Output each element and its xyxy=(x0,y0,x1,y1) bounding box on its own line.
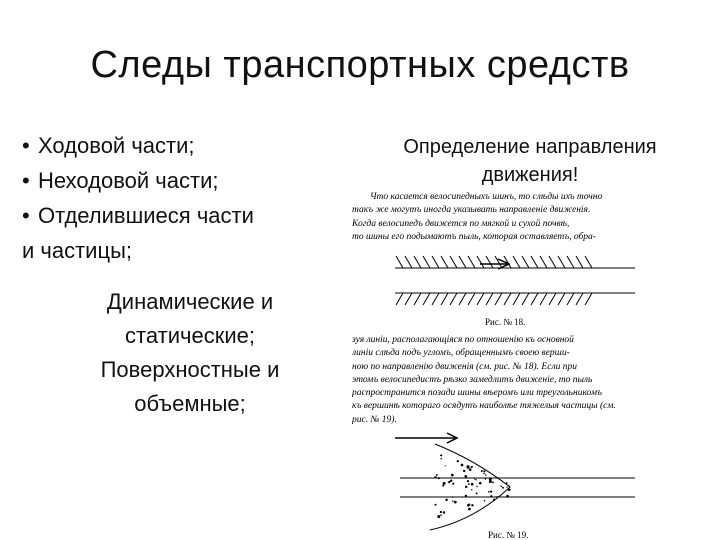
dust-particle xyxy=(509,490,510,491)
dust-particles xyxy=(434,454,510,518)
scan-paragraph-2 xyxy=(352,334,652,427)
hatch-mark xyxy=(567,293,574,305)
dust-particle xyxy=(502,487,504,489)
dust-particle xyxy=(506,495,509,498)
dust-particle xyxy=(443,482,446,485)
dust-particle xyxy=(440,514,442,516)
centered-line: Поверхностные и xyxy=(100,357,280,382)
dust-particle xyxy=(489,480,492,483)
bullet-dot-icon: • xyxy=(22,133,30,158)
hatch-mark xyxy=(432,256,439,268)
figure-18-caption: Рис. № 18. xyxy=(485,317,526,327)
hatch-mark xyxy=(585,256,592,268)
bullet-text: Ходовой части; xyxy=(38,133,195,158)
dust-particle xyxy=(468,483,470,485)
hatch-mark xyxy=(459,293,466,305)
hatch-mark xyxy=(405,293,412,305)
dust-particle xyxy=(490,491,492,493)
hatch-mark xyxy=(450,293,457,305)
centered-line: статические; xyxy=(125,323,255,348)
scan-paragraph-1 xyxy=(352,191,652,244)
scan-line: Когда велосипедъ движется по мягкой и сухой почвѣ, xyxy=(352,218,570,229)
scan-line: такъ же могутъ иногда указывать направленіе движенія. xyxy=(352,205,591,216)
hatch-mark xyxy=(576,293,583,305)
hatch-mark xyxy=(486,256,493,268)
hatch-mark xyxy=(540,256,547,268)
hatch-mark xyxy=(558,256,565,268)
hatch-mark xyxy=(450,256,457,268)
dust-particle xyxy=(465,475,468,478)
dust-particle xyxy=(506,487,507,488)
bullet-item xyxy=(22,128,342,163)
scan-line: то шины его подымаютъ пыль, которая оставляетъ, обра- xyxy=(352,231,596,242)
bullet-dot-icon: • xyxy=(22,168,30,193)
dust-particle xyxy=(440,511,442,513)
hatch-mark xyxy=(414,256,421,268)
dust-particle xyxy=(481,470,483,472)
dust-particle xyxy=(483,470,485,472)
scan-line: Что касается велосипедныхъ шинъ, то слѣды ихъ точно xyxy=(370,192,603,202)
dust-particle xyxy=(457,460,459,462)
hatch-mark xyxy=(468,293,475,305)
dust-particle xyxy=(474,478,475,479)
hatch-mark xyxy=(558,293,565,305)
hatch-mark xyxy=(495,293,502,305)
bullet-dot-icon: • xyxy=(22,203,30,228)
dust-particle xyxy=(465,486,467,488)
dust-particle xyxy=(508,485,510,487)
dust-particle xyxy=(435,504,437,506)
dust-particle xyxy=(452,496,453,497)
dust-particle xyxy=(461,464,464,467)
dust-particle xyxy=(442,485,444,487)
hatch-mark xyxy=(477,293,484,305)
hatch-mark xyxy=(522,293,529,305)
dust-particle xyxy=(492,481,494,483)
hatch-mark xyxy=(513,293,520,305)
figure-19-caption: Рис. № 19. xyxy=(488,530,529,540)
dust-particle xyxy=(490,495,492,497)
scan-line: распространится позади шины вѣеромъ или треугольникомъ xyxy=(352,388,602,399)
hatch-mark xyxy=(468,256,475,268)
dust-particle xyxy=(450,479,452,481)
hatch-mark xyxy=(459,256,466,268)
dust-particle xyxy=(445,465,446,466)
dust-particle xyxy=(465,495,467,497)
dust-particle xyxy=(463,470,465,472)
dust-particle xyxy=(485,474,487,476)
bullet-text: Отделившиеся части xyxy=(38,203,254,228)
bullet-item xyxy=(22,198,342,233)
hatch-mark xyxy=(531,256,538,268)
dust-particle xyxy=(440,454,442,456)
dust-particle xyxy=(443,511,445,513)
dust-particle xyxy=(471,489,472,490)
dust-particle xyxy=(440,458,442,460)
dust-particle xyxy=(476,486,478,488)
hatch-mark xyxy=(441,293,448,305)
dust-particle xyxy=(471,466,473,468)
dust-particle xyxy=(483,473,485,475)
dust-particle xyxy=(451,474,454,477)
hatch-mark xyxy=(405,256,412,268)
slide-title: Следы транспортных средств xyxy=(90,44,630,86)
dust-particle xyxy=(448,481,450,483)
hatch-mark xyxy=(441,256,448,268)
hatch-mark xyxy=(423,256,430,268)
dust-particle xyxy=(475,479,476,480)
dust-particle xyxy=(454,501,457,504)
dust-particle xyxy=(471,504,473,506)
dust-particle xyxy=(437,515,440,518)
dust-particle xyxy=(467,480,469,482)
centered-text-block xyxy=(40,285,340,421)
dust-particle xyxy=(438,477,440,479)
dust-particle xyxy=(506,482,508,484)
dust-particle xyxy=(493,499,495,501)
right-heading-line1: Определение направления xyxy=(403,136,657,158)
dust-particle xyxy=(500,485,502,487)
figure-18-diagram xyxy=(395,248,695,318)
dust-fan-outline xyxy=(430,444,510,530)
dust-particle xyxy=(476,492,478,494)
bullet-list xyxy=(22,128,342,268)
dust-particle xyxy=(471,483,474,486)
hatch-mark xyxy=(396,293,403,305)
dust-particle xyxy=(452,500,453,501)
dust-particle xyxy=(436,474,438,476)
hatch-mark xyxy=(576,256,583,268)
hatch-mark xyxy=(522,256,529,268)
hatch-mark xyxy=(585,293,592,305)
dust-particle xyxy=(467,465,470,468)
dust-particle xyxy=(502,480,503,481)
hatch-mark xyxy=(423,293,430,305)
centered-line: объемные; xyxy=(134,391,246,416)
hatch-mark xyxy=(504,293,511,305)
hatch-mark xyxy=(513,256,520,268)
dust-particle xyxy=(468,508,471,511)
hatch-mark xyxy=(495,256,502,268)
hatch-mark xyxy=(549,256,556,268)
hatch-mark xyxy=(531,293,538,305)
dust-particle xyxy=(497,477,498,478)
bullet-continuation: и частицы; xyxy=(22,238,132,263)
dust-particle xyxy=(485,478,487,480)
hatch-mark xyxy=(396,256,403,268)
bullet-item xyxy=(22,163,342,198)
hatch-mark xyxy=(567,256,574,268)
bullet-text: Неходовой части; xyxy=(38,168,219,193)
dust-particle xyxy=(488,491,490,493)
dust-particle xyxy=(445,499,447,501)
hatch-mark xyxy=(540,293,547,305)
dust-particle xyxy=(469,468,472,471)
centered-line: Динамические и xyxy=(106,289,274,314)
figure-19-diagram xyxy=(395,430,695,540)
scan-line: къ вершинѣ котораго осядутъ наиболѣе тяжелыя частицы (см. xyxy=(352,401,616,412)
hatch-mark xyxy=(477,256,484,268)
hatch-mark xyxy=(414,293,421,305)
right-heading xyxy=(350,133,710,189)
dust-particle xyxy=(434,476,436,478)
right-heading-line2: движения! xyxy=(481,164,579,186)
dust-particle xyxy=(467,504,470,507)
hatch-mark xyxy=(486,293,493,305)
scan-line: линіи слѣда подъ угломъ, обращеннымъ своею верши- xyxy=(352,348,570,359)
dust-particle xyxy=(479,482,482,485)
scan-line: ною по направленію движенія (см. рис. № 18). Если при xyxy=(352,361,577,372)
scan-line: зуя линіи, располагающіяся по отношенію къ основной xyxy=(352,335,574,345)
dust-particle xyxy=(484,500,486,502)
dust-particle xyxy=(452,483,454,485)
dust-particle xyxy=(497,496,498,497)
hatch-mark xyxy=(432,293,439,305)
hatch-mark xyxy=(549,293,556,305)
scan-line: этомъ велосипедистъ рѣзко замедлитъ движеніе, то пыль xyxy=(352,374,593,385)
scan-line: рис. № 19). xyxy=(352,414,397,425)
